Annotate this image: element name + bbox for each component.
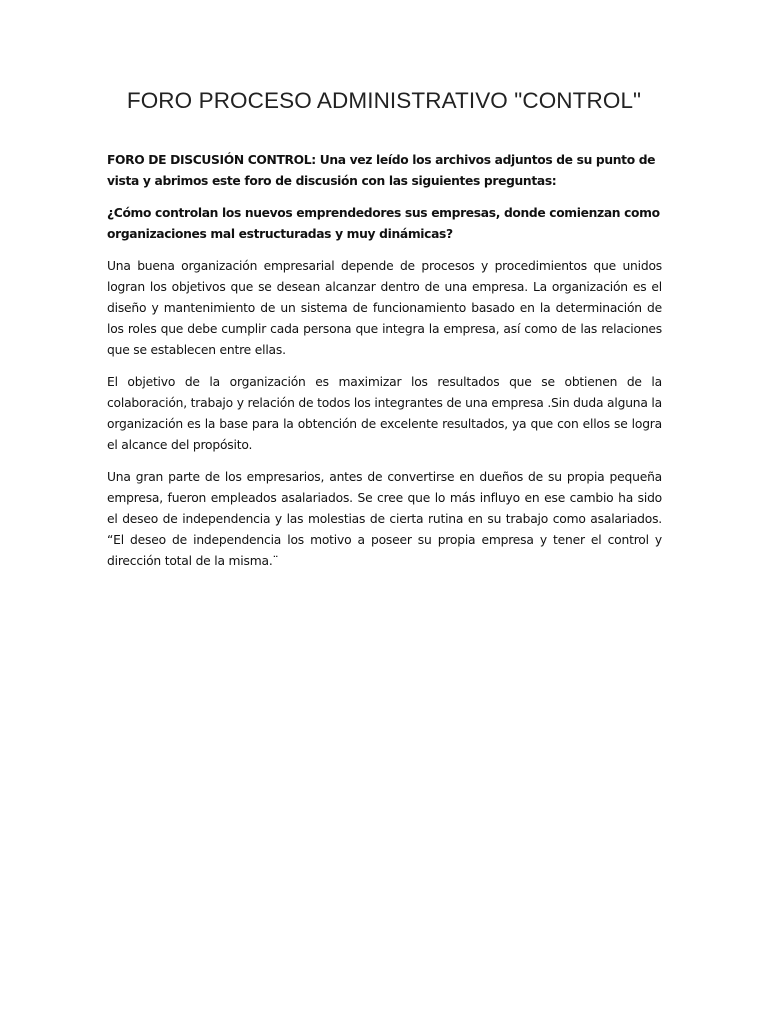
body-paragraph-3: Una gran parte de los empresarios, antes de convertirse en dueños de su propia pequeña empresa, fueron empleados asalariados. Se cree que lo más influyo en ese cambio ha sido el deseo de independencia y las molestias de cierta rutina en su trabajo como asalariados. “El deseo de independencia los motivo a poseer su propia empresa y tener el control y dirección total de la misma.¨ (107, 470, 662, 568)
body-paragraph-2: El objetivo de la organización es maximizar los resultados que se obtienen de la colaboración, trabajo y relación de todos los integrantes de una empresa .Sin duda alguna la organización es la base para la obtención de excelente resultados, ya que con ellos se logra el alcance del propósito. (107, 375, 662, 452)
body-paragraph-1: Una buena organización empresarial depende de procesos y procedimientos que unidos logran los objetivos que se desean alcanzar dentro de una empresa. La organización es el diseño y mantenimiento de un sistema de funcionamiento basado en la determinación de los roles que debe cumplir cada persona que integra la empresa, así como de las relaciones que se establecen entre ellas. (107, 259, 662, 357)
intro-paragraph: FORO DE DISCUSIÓN CONTROL: Una vez leído los archivos adjuntos de su punto de vista y abrimos este foro de discusión con las siguientes preguntas: (107, 153, 656, 188)
document-body (107, 150, 662, 583)
question-paragraph: ¿Cómo controlan los nuevos emprendedores sus empresas, donde comienzan como organizaciones mal estructuradas y muy dinámicas? (107, 206, 660, 241)
document-title: FORO PROCESO ADMINISTRATIVO "CONTROL" (126, 88, 642, 113)
